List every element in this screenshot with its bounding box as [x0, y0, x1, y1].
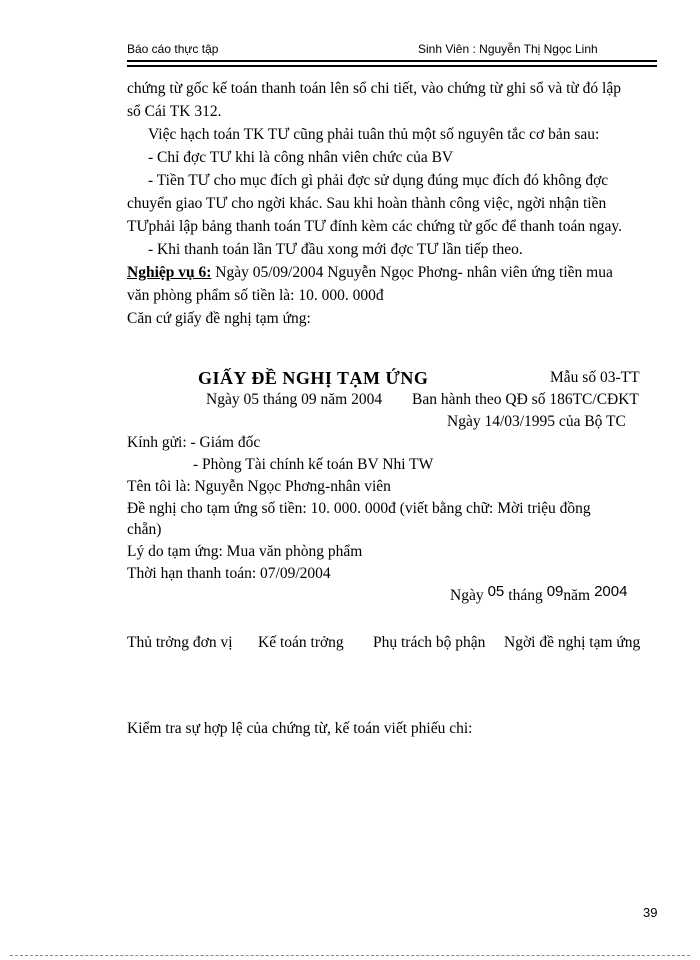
form-title: GIẤY ĐỀ NGHỊ TẠM ỨNG: [198, 368, 429, 388]
body-line: - Chỉ đợc TƯ khi là công nhân viên chức của BV: [148, 149, 454, 166]
reason-line: Lý do tạm ứng: Mua văn phòng phẩm: [127, 543, 363, 560]
body-line: - Khi thanh toán lần TƯ đầu xong mới đợc TƯ lần tiếp theo.: [148, 241, 523, 258]
deadline-line: Thời hạn thanh toán: 07/09/2004: [127, 565, 331, 582]
nghiep-vu-line: [127, 264, 613, 282]
page-bottom-edge: [10, 955, 690, 956]
form-issued-date: Ngày 14/03/1995 của Bộ TC: [447, 413, 626, 430]
request-amount: Đề nghị cho tạm ứng số tiền: 10. 000. 000đ (viết bằng chữ: Mời triệu đồng: [127, 500, 591, 517]
sign-date-nam: năm: [563, 587, 591, 604]
form-date: Ngày 05 tháng 09 năm 2004: [206, 391, 383, 408]
request-amount-cont: chẵn): [127, 521, 162, 538]
recipient-line: - Phòng Tài chính kế toán BV Nhi TW: [193, 456, 434, 473]
recipient-line: Kính gửi: - Giám đốc: [127, 434, 261, 451]
signature-dept-head: Phụ trách bộ phận: [373, 634, 486, 651]
nghiep-vu-label: Nghiệp vụ 6:: [127, 264, 212, 281]
body-line: Căn cứ giấy đề nghị tạm ứng:: [127, 310, 311, 327]
form-issued: Ban hành theo QĐ số 186TC/CĐKT: [412, 391, 639, 408]
sign-date-ngay: Ngày: [450, 587, 484, 604]
applicant-name: Tên tôi là: Nguyễn Ngọc Phơng-nhân viên: [127, 478, 391, 495]
header-left: Báo cáo thực tập: [127, 42, 219, 56]
sign-date-day: 05: [487, 583, 505, 600]
body-line: văn phòng phẩm số tiền là: 10. 000. 000đ: [127, 287, 384, 304]
body-line: chuyển giao TƯ cho ngời khác. Sau khi hoàn thành công việc, ngời nhận tiền: [127, 195, 607, 212]
header-right: Sinh Viên : Nguyễn Thị Ngọc Linh: [418, 42, 598, 56]
body-line: chứng từ gốc kế toán thanh toán lên sổ chi tiết, vào chứng từ ghi sổ và từ đó lập: [127, 80, 621, 97]
sign-date-year: 2004: [594, 583, 628, 600]
verification-line: Kiểm tra sự hợp lệ của chứng từ, kế toán viết phiếu chi:: [127, 720, 473, 737]
body-line: Việc hạch toán TK TƯ cũng phải tuân thủ một số nguyên tắc cơ bản sau:: [148, 126, 600, 143]
signature-head-director: Thủ trởng đơn vị: [127, 634, 233, 651]
sign-date-month: 09: [546, 583, 564, 600]
signature-chief-accountant: Kế toán trởng: [258, 634, 344, 651]
body-line: sổ Cái TK 312.: [127, 103, 222, 120]
body-line: - Tiền TƯ cho mục đích gì phải đợc sử dụng đúng mục đích đó không đợc: [148, 172, 609, 189]
signature-requester: Ngời đề nghị tạm ứng: [504, 634, 641, 651]
sign-date: [450, 583, 628, 605]
body-line: TƯphải lập bảng thanh toán TƯ đính kèm các chứng từ gốc để thanh toán ngay.: [127, 218, 622, 235]
page-number: 39: [643, 905, 658, 920]
nghiep-vu-text: Ngày 05/09/2004 Nguyễn Ngọc Phơng- nhân viên ứng tiền mua: [211, 264, 613, 281]
header-divider: [127, 60, 657, 67]
sign-date-thang: tháng: [508, 587, 543, 604]
form-number: Mẫu số 03-TT: [550, 369, 640, 386]
